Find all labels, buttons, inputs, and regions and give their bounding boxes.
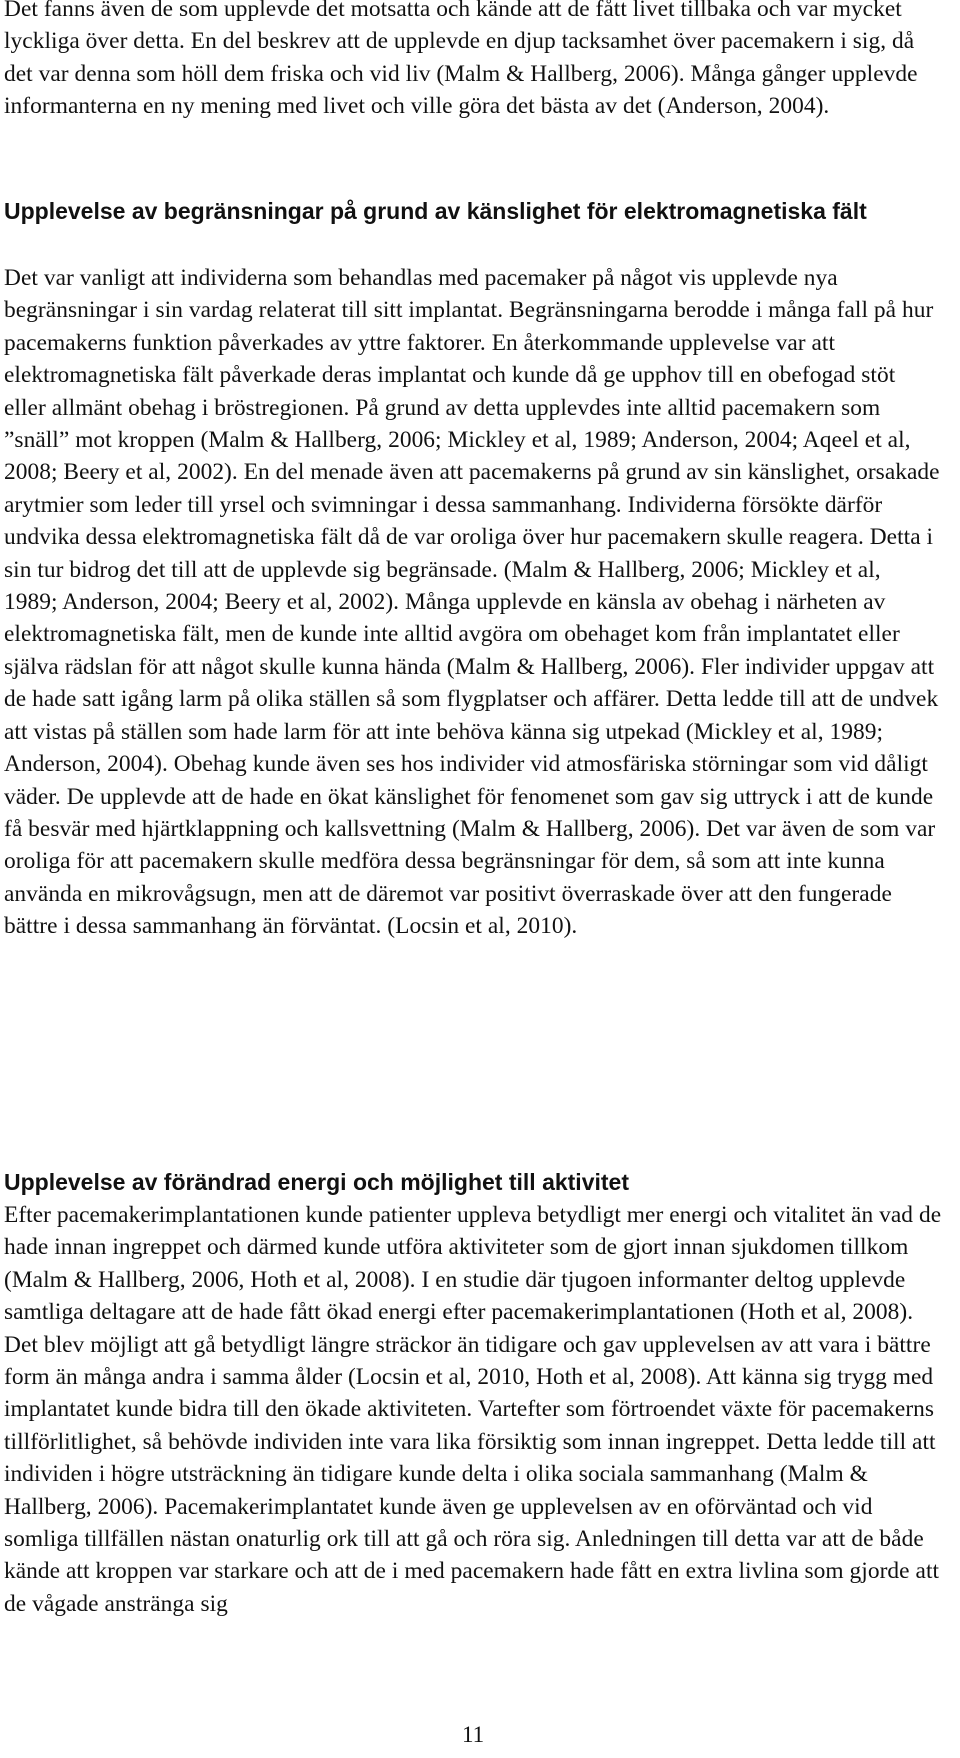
paragraph-limitations: Det var vanligt att individerna som behandlas med pacemaker på något vis upplevde nya begränsningar i sin vardag relaterat till sitt implantat. Begränsningarna berodde i många fall på hur pacemakerns funktion påverkades av yttre faktorer. En återkommande upplevelse var att elektromagnetiska fält påverkade deras implantat och kunde då ge upphov till en obefogad stöt eller allmänt obehag i bröstregionen. På grund av detta upplevdes inte alltid pacemakern som ”snäll” mot kroppen (Malm & Hallberg, 2006; Mickley et al, 1989; Anderson, 2004; Aqeel et al, 2008; Beery et al, 2002). En del menade även att pacemakerns på grund av sin känslighet, orsakade arytmier som leder till yrsel och svimningar i dessa sammanhang. Individerna försökte därför undvika dessa elektromagnetiska fält då de var oroliga över hur pacemakern skulle reagera. Detta i sin tur bidrog det till att de upplevde sig begränsade. (Malm & Hallberg, 2006; Mickley et al, 1989; Anderson, 2004; Beery et al, 2002). Många upplevde en känsla av obehag i närheten av elektromagnetiska fält, men de kunde inte alltid avgöra om obehaget kom från implantatet eller själva rädslan för att något skulle kunna hända (Malm & Hallberg, 2006). Fler individer uppgav att de hade satt igång larm på olika ställen så som flygplatser och affärer. Detta ledde till att de undvek att vistas på ställen som hade larm för att inte behöva känna sig utpekad (Mickley et al, 1989; Anderson, 2004). Obehag kunde även ses hos individer vid atmosfäriska störningar som vid dåligt väder. De upplevde att de hade en ökat känslighet för fenomenet som gav sig uttryck i att de kunde få besvär med hjärtklappning och kallsvettning (Malm & Hallberg, 2006). Det var även de som var oroliga för att pacemakern skulle medföra dessa begränsningar för dem, så som att inte kunna använda en mikrovågsugn, men att de däremot var positivt överraskade över att den fungerade bättre i dessa sammanhang än förväntat. (Locsin et al, 2010). (4, 265, 940, 940)
page-number: 11 (462, 1722, 485, 1747)
paragraph-intro: Det fanns även de som upplevde det motsatta och kände att de fått livet tillbaka och var mycket lyckliga över detta. En del beskrev att de upplevde en djup tacksamhet över pacemakern i sig, då det var denna som höll dem friska och vid liv (Malm & Hallberg, 2006). Många gånger upplevde informanterna en ny mening med livet och ville göra det bästa av det (Anderson, 2004). (4, 0, 918, 120)
paragraph-energy: Efter pacemakerimplantationen kunde patienter uppleva betydligt mer energi och vitalitet än vad de hade innan ingreppet och därmed kunde utföra aktiviteter som de gjort innan sjukdomen tillkom (Malm & Hallberg, 2006, Hoth et al, 2008). I en studie där tjugoen informanter deltog upplevde samtliga deltagare att de hade fått ökad energi efter pacemakerimplantationen (Hoth et al, 2008). Det blev möjligt att gå betydligt längre sträckor än tidigare och gav upplevelsen av att vara i bättre form än många andra i samma ålder (Locsin et al, 2010, Hoth et al, 2008). Att känna sig trygg med implantatet kunde bidra till den ökade aktiviteten. Vartefter som förtroendet växte för pacemakerns tillförlitlighet, så behövde individen inte vara lika försiktig som innan ingreppet. Detta ledde till att individen i högre utsträckning än tidigare kunde delta i olika sociala sammanhang (Malm & Hallberg, 2006). Pacemakerimplantatet kunde även ge upplevelsen av en oförväntad och vid somliga tillfällen nästan onaturlig ork till att gå och röra sig. Anledningen till detta var att de både kände att kroppen var starkare och att de i med pacemakern hade fått en extra livlina som gjorde att de vågade anstränga sig (4, 1202, 942, 1617)
section-heading-energy: Upplevelse av förändrad energi och möjlighet till aktivitet (4, 1169, 629, 1195)
section-heading-limitations: Upplevelse av begränsningar på grund av känslighet för elektromagnetiska fält (4, 198, 867, 224)
